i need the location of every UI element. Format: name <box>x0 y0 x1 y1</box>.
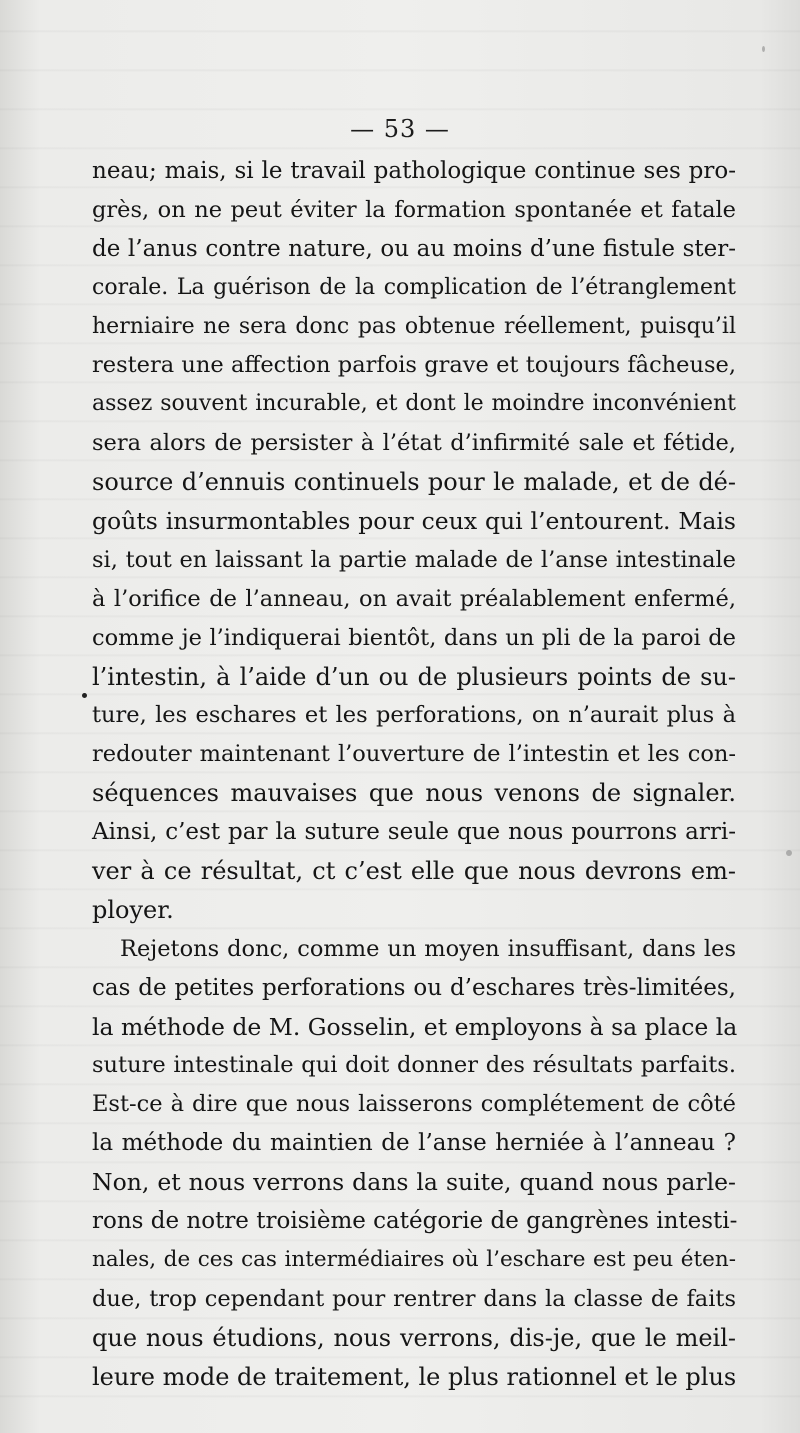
text-line: séquences mauvaises que nous venons de signaler. <box>92 779 736 808</box>
paragraph-2 <box>92 930 736 1397</box>
text-line: que nous étudions, nous verrons, dis-je, que le meil- <box>92 1323 736 1352</box>
text-line: Est-ce à dire que nous laisserons complétement de côté <box>92 1091 736 1118</box>
paper-speck <box>762 46 765 52</box>
text-line: ployer. <box>92 895 174 924</box>
text-line: cas de petites perforations ou d’eschares très-limitées, <box>92 974 736 1001</box>
text-line: rons de notre troisième catégorie de gangrènes intesti- <box>92 1208 738 1235</box>
text-line: nales, de ces cas intermédiaires où l’eschare est peu éten- <box>92 1246 736 1272</box>
text-line: Rejetons donc, comme un moyen insuffisant, dans les <box>120 935 736 962</box>
text-line: redouter maintenant l’ouverture de l’intestin et les con- <box>92 741 736 768</box>
text-line: neau; mais, si le travail pathologique continue ses pro- <box>92 158 736 184</box>
body-text <box>92 152 736 1397</box>
text-line: sera alors de persister à l’état d’infirmité sale et fétide, <box>92 430 736 457</box>
text-line: de l’anus contre nature, ou au moins d’une fistule ster- <box>92 235 736 262</box>
text-line: goûts insurmontables pour ceux qui l’entourent. Mais <box>92 507 736 536</box>
text-line: grès, on ne peut éviter la formation spontanée et fatale <box>92 196 736 223</box>
text-line: comme je l’indiquerai bientôt, dans un pli de la paroi de <box>92 624 736 651</box>
paragraph-1 <box>92 152 736 930</box>
text-line: suture intestinale qui doit donner des résultats parfaits. <box>92 1052 736 1079</box>
text-line: source d’ennuis continuels pour le malade, et de dé- <box>92 468 736 497</box>
text-line: ver à ce résultat, ct c’est elle que nous devrons em- <box>92 857 736 886</box>
text-line: la méthode du maintien de l’anse herniée à l’anneau ? <box>92 1130 736 1157</box>
margin-dot <box>82 693 87 698</box>
text-line: corale. La guérison de la complication de l’étranglement <box>92 274 736 300</box>
text-line: la méthode de M. Gosselin, et employons à sa place la <box>92 1012 738 1041</box>
text-line: si, tout en laissant la partie malade de l’anse intestinale <box>92 546 736 573</box>
text-line: leure mode de traitement, le plus rationnel et le plus <box>92 1362 737 1391</box>
text-line: restera une affection parfois grave et toujours fâcheuse, <box>92 352 736 379</box>
text-line: Ainsi, c’est par la suture seule que nous pourrons arri- <box>92 819 736 846</box>
text-line: assez souvent incurable, et dont le moindre inconvénient <box>92 391 736 417</box>
text-line: Non, et nous verrons dans la suite, quand nous parle- <box>92 1168 736 1197</box>
text-line: l’intestin, à l’aide d’un ou de plusieurs points de su- <box>92 662 736 691</box>
text-line: herniaire ne sera donc pas obtenue réellement, puisqu’il <box>92 313 736 339</box>
text-line: à l’orifice de l’anneau, on avait préalablement enfermé, <box>92 585 736 612</box>
text-line: due, trop cependant pour rentrer dans la classe de faits <box>92 1285 736 1312</box>
paper-speck <box>786 850 792 856</box>
page-number: — 53 — <box>350 115 450 143</box>
text-line: ture, les eschares et les perforations, on n’aurait plus à <box>92 702 736 729</box>
